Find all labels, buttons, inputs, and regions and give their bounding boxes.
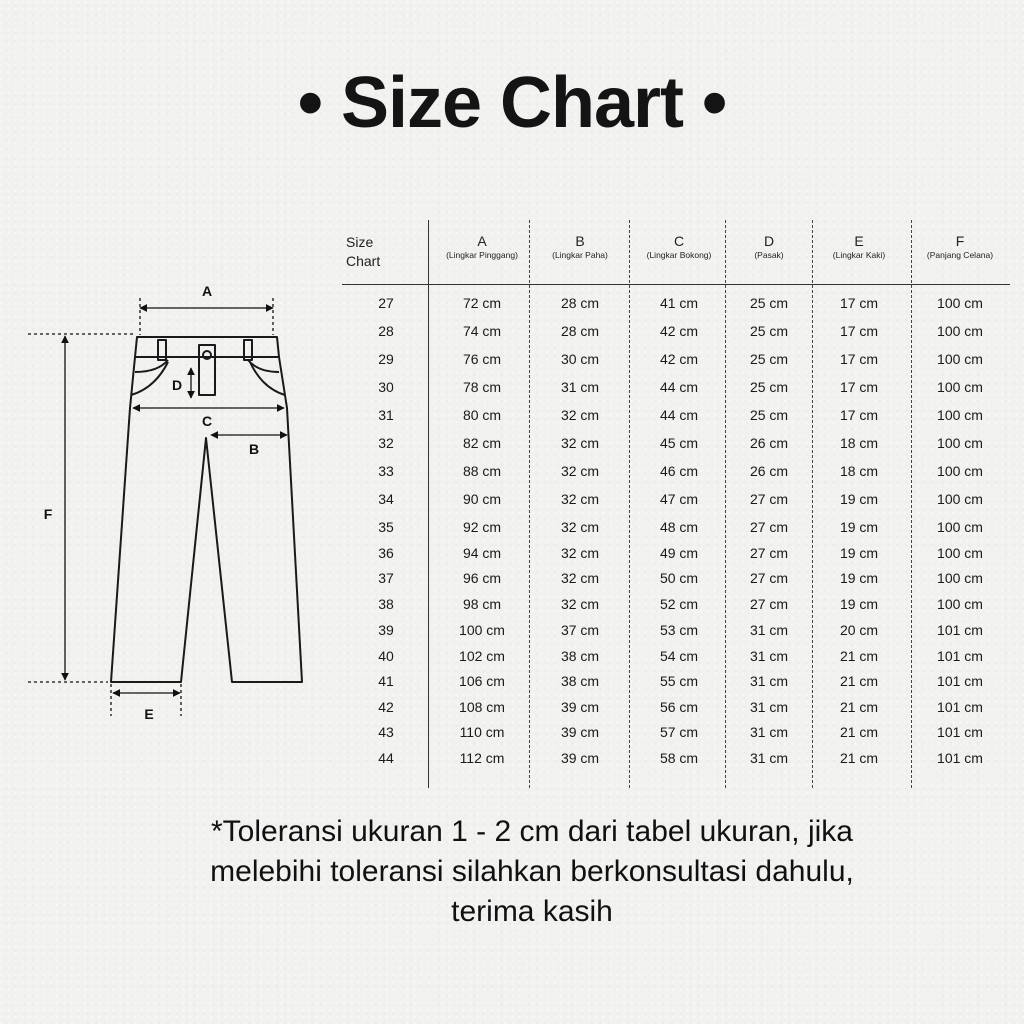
- measurement-cell: 21 cm: [839, 750, 879, 766]
- size-cell: 41: [378, 673, 394, 689]
- measurement-cell: 47 cm: [659, 491, 699, 507]
- measurement-cell: 112 cm: [459, 750, 505, 766]
- size-cell: 35: [378, 519, 394, 535]
- measurement-cell: 100 cm: [459, 622, 505, 638]
- label-e: E: [144, 706, 154, 722]
- measurement-cell: 100 cm: [937, 407, 983, 423]
- column-header-letter: A: [477, 233, 487, 249]
- measurement-cell: 17 cm: [839, 351, 879, 367]
- measurement-cell: 31 cm: [749, 622, 789, 638]
- label-f: F: [43, 506, 53, 522]
- measurement-cell: 88 cm: [462, 463, 502, 479]
- size-cell: 34: [378, 491, 394, 507]
- measurement-cell: 17 cm: [839, 323, 879, 339]
- measurement-cell: 55 cm: [659, 673, 699, 689]
- measurement-cell: 101 cm: [937, 750, 983, 766]
- measurement-cell: 44 cm: [659, 407, 699, 423]
- measurement-cell: 25 cm: [749, 379, 789, 395]
- size-cell: 32: [378, 435, 394, 451]
- measurement-cell: 25 cm: [749, 407, 789, 423]
- size-cell: 44: [378, 750, 394, 766]
- measurement-cell: 25 cm: [749, 295, 789, 311]
- measurement-cell: 26 cm: [749, 435, 789, 451]
- label-a: A: [201, 283, 213, 299]
- measurement-cell: 100 cm: [937, 545, 983, 561]
- column-header-letter: D: [763, 233, 775, 249]
- measurement-cell: 42 cm: [659, 351, 699, 367]
- measurement-cell: 101 cm: [937, 648, 983, 664]
- label-d: D: [171, 377, 183, 393]
- size-header: [346, 233, 380, 271]
- tolerance-note: [0, 812, 1024, 932]
- measurement-cell: 27 cm: [749, 570, 789, 586]
- measurement-cell: 17 cm: [839, 295, 879, 311]
- measurement-cell: 19 cm: [839, 519, 879, 535]
- measurement-cell: 44 cm: [659, 379, 699, 395]
- measurement-cell: 100 cm: [937, 596, 983, 612]
- measurement-cell: 17 cm: [839, 379, 879, 395]
- measurement-cell: 27 cm: [749, 491, 789, 507]
- size-cell: 28: [378, 323, 394, 339]
- column-header-description: (Lingkar Pinggang): [446, 250, 518, 260]
- column-header-letter: E: [854, 233, 864, 249]
- measurement-cell: 32 cm: [560, 463, 600, 479]
- measurement-cell: 100 cm: [937, 463, 983, 479]
- measurement-cell: 100 cm: [937, 570, 983, 586]
- note-line-3: terima kasih: [451, 895, 613, 928]
- measurement-cell: 38 cm: [560, 648, 600, 664]
- size-table: [340, 218, 1015, 790]
- measurement-cell: 28 cm: [560, 295, 600, 311]
- measurement-cell: 74 cm: [462, 323, 502, 339]
- measurement-cell: 72 cm: [462, 295, 502, 311]
- column-header-letter: C: [673, 233, 685, 249]
- measurement-cell: 21 cm: [839, 699, 879, 715]
- measurement-cell: 19 cm: [839, 570, 879, 586]
- size-cell: 40: [378, 648, 394, 664]
- measurement-cell: 92 cm: [462, 519, 502, 535]
- size-header-line2: Chart: [346, 253, 381, 269]
- measurement-cell: 27 cm: [749, 596, 789, 612]
- size-cell: 43: [378, 724, 394, 740]
- size-cell: 42: [378, 699, 394, 715]
- measurement-cell: 32 cm: [560, 407, 600, 423]
- measurement-cell: 100 cm: [937, 351, 983, 367]
- measurement-cell: 101 cm: [937, 673, 983, 689]
- measurement-cell: 100 cm: [937, 323, 983, 339]
- measurement-cell: 49 cm: [659, 545, 699, 561]
- measurement-cell: 21 cm: [839, 673, 879, 689]
- measurement-cell: 21 cm: [839, 724, 879, 740]
- measurement-cell: 98 cm: [462, 596, 502, 612]
- size-cell: 39: [378, 622, 394, 638]
- measurement-cell: 90 cm: [462, 491, 502, 507]
- measurement-cell: 32 cm: [560, 519, 600, 535]
- column-header-description: (Pasak): [754, 250, 784, 260]
- measurement-cell: 58 cm: [659, 750, 699, 766]
- size-cell: 27: [378, 295, 394, 311]
- measurement-cell: 48 cm: [659, 519, 699, 535]
- measurement-cell: 52 cm: [659, 596, 699, 612]
- measurement-cell: 17 cm: [839, 407, 879, 423]
- measurement-cell: 31 cm: [749, 699, 789, 715]
- measurement-cell: 46 cm: [659, 463, 699, 479]
- measurement-cell: 27 cm: [749, 545, 789, 561]
- column-header-description: (Lingkar Bokong): [646, 250, 712, 260]
- note-line-1: *Toleransi ukuran 1 - 2 cm dari tabel ukuran, jika: [211, 815, 853, 848]
- measurement-cell: 41 cm: [659, 295, 699, 311]
- label-c: C: [201, 413, 213, 429]
- measurement-cell: 32 cm: [560, 570, 600, 586]
- size-header-line1: Size: [346, 234, 374, 250]
- size-cell: 33: [378, 463, 394, 479]
- measurement-cell: 27 cm: [749, 519, 789, 535]
- measurement-cell: 19 cm: [839, 491, 879, 507]
- measurement-cell: 31 cm: [749, 750, 789, 766]
- column-header-letter: F: [955, 233, 965, 249]
- measurement-cell: 18 cm: [839, 435, 879, 451]
- size-cell: 29: [378, 351, 394, 367]
- header-divider: [342, 284, 1010, 285]
- measurement-cell: 101 cm: [937, 724, 983, 740]
- measurement-cell: 32 cm: [560, 545, 600, 561]
- measurement-cell: 37 cm: [560, 622, 600, 638]
- measurement-cell: 82 cm: [462, 435, 502, 451]
- column-header-description: (Lingkar Paha): [552, 250, 608, 260]
- size-cell: 37: [378, 570, 394, 586]
- size-cell: 36: [378, 545, 394, 561]
- measurement-cell: 20 cm: [839, 622, 879, 638]
- measurement-cell: 100 cm: [937, 295, 983, 311]
- page-title: • Size Chart •: [297, 63, 727, 143]
- measurement-cell: 26 cm: [749, 463, 789, 479]
- column-header-letter: B: [575, 233, 585, 249]
- measurement-cell: 101 cm: [937, 699, 983, 715]
- measurement-cell: 28 cm: [560, 323, 600, 339]
- measurement-cell: 96 cm: [462, 570, 502, 586]
- measurement-cell: 54 cm: [659, 648, 699, 664]
- measurement-cell: 78 cm: [462, 379, 502, 395]
- measurement-cell: 31 cm: [749, 673, 789, 689]
- measurement-cell: 50 cm: [659, 570, 699, 586]
- measurement-cell: 39 cm: [560, 724, 600, 740]
- measurement-cell: 25 cm: [749, 323, 789, 339]
- measurement-cell: 110 cm: [459, 724, 505, 740]
- measurement-cell: 106 cm: [459, 673, 505, 689]
- measurement-cell: 100 cm: [937, 435, 983, 451]
- measurement-cell: 31 cm: [560, 379, 600, 395]
- measurement-cell: 30 cm: [560, 351, 600, 367]
- note-line-2: melebihi toleransi silahkan berkonsultasi dahulu,: [210, 855, 854, 888]
- measurement-cell: 38 cm: [560, 673, 600, 689]
- measurement-cell: 100 cm: [937, 519, 983, 535]
- measurement-cell: 57 cm: [659, 724, 699, 740]
- measurement-cell: 100 cm: [937, 379, 983, 395]
- measurement-cell: 32 cm: [560, 491, 600, 507]
- measurement-cell: 19 cm: [839, 545, 879, 561]
- column-header-description: (Lingkar Kaki): [832, 250, 886, 260]
- size-cell: 31: [378, 407, 394, 423]
- measurement-cell: 18 cm: [839, 463, 879, 479]
- measurement-cell: 39 cm: [560, 699, 600, 715]
- measurement-cell: 39 cm: [560, 750, 600, 766]
- measurement-cell: 19 cm: [839, 596, 879, 612]
- measurement-cell: 31 cm: [749, 648, 789, 664]
- size-cell: 38: [378, 596, 394, 612]
- pants-diagram: [0, 270, 330, 730]
- measurement-cell: 76 cm: [462, 351, 502, 367]
- measurement-cell: 108 cm: [459, 699, 505, 715]
- measurement-cell: 80 cm: [462, 407, 502, 423]
- measurement-cell: 32 cm: [560, 596, 600, 612]
- column-header-description: (Panjang Celana): [926, 250, 994, 260]
- size-cell: 30: [378, 379, 394, 395]
- measurement-cell: 100 cm: [937, 491, 983, 507]
- measurement-cell: 56 cm: [659, 699, 699, 715]
- measurement-cell: 53 cm: [659, 622, 699, 638]
- measurement-cell: 32 cm: [560, 435, 600, 451]
- measurement-cell: 21 cm: [839, 648, 879, 664]
- measurement-cell: 45 cm: [659, 435, 699, 451]
- measurement-cell: 102 cm: [459, 648, 505, 664]
- measurement-cell: 101 cm: [937, 622, 983, 638]
- measurement-cell: 42 cm: [659, 323, 699, 339]
- measurement-cell: 31 cm: [749, 724, 789, 740]
- label-b: B: [248, 441, 260, 457]
- measurement-cell: 25 cm: [749, 351, 789, 367]
- measurement-cell: 94 cm: [462, 545, 502, 561]
